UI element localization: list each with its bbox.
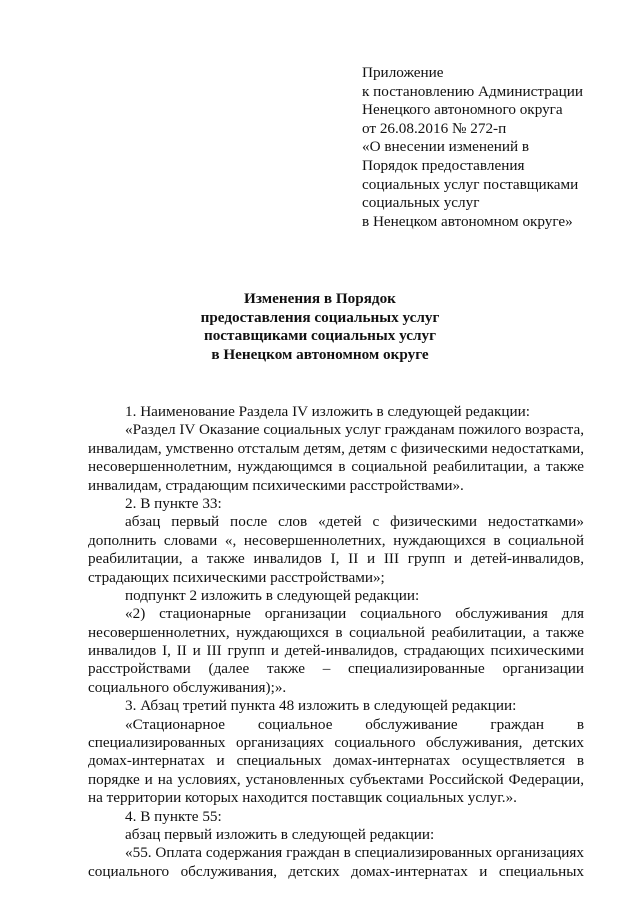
document-body — [88, 403, 584, 881]
title-line: в Ненецком автономном округе — [211, 345, 429, 363]
appendix-line: Приложение — [362, 64, 444, 81]
body-line: несовершеннолетних, нуждающихся в социальной реабилитации, а также — [88, 623, 584, 641]
body-line: инвалидам, умственно отсталым детям, детям с физическими недостатками, — [88, 439, 584, 457]
body-line: страдающих психическими расстройствами»; — [88, 568, 385, 586]
body-line: «55. Оплата содержания граждан в специализированных организациях — [125, 844, 584, 862]
title-line: предоставления социальных услуг — [200, 308, 440, 326]
appendix-line: к постановлению Администрации — [362, 82, 583, 100]
appendix-block — [362, 64, 583, 231]
body-line: 3. Абзац третий пункта 48 изложить в следующей редакции: — [125, 697, 517, 715]
title-line: поставщиками социальных услуг — [203, 327, 437, 345]
body-line: расстройствами (далее также – специализированные организации — [88, 660, 584, 678]
body-line: 1. Наименование Раздела IV изложить в следующей редакции: — [125, 403, 530, 420]
body-line: 2. В пункте 33: — [125, 494, 222, 512]
body-line: несовершеннолетним, нуждающимся в социальной реабилитации, а также — [88, 458, 584, 476]
body-line: дополнить словами «, несовершеннолетних, нуждающихся в социальной — [88, 531, 584, 549]
document-title — [0, 290, 640, 364]
appendix-line: в Ненецком автономном округе» — [362, 212, 573, 230]
body-line: абзац первый после слов «детей с физическими недостатками» — [125, 513, 584, 531]
body-line: порядке и на условиях, установленных субъектами Российской Федерации, — [88, 770, 584, 788]
body-line: домах-интернатах и специальных домах-интернатах осуществляется в — [88, 752, 584, 770]
body-line: абзац первый изложить в следующей редакции: — [125, 825, 435, 843]
appendix-line: от 26.08.2016 № 272-п — [362, 119, 507, 137]
appendix-line: Порядок предоставления — [362, 156, 525, 174]
body-line: 4. В пункте 55: — [125, 807, 222, 825]
body-line: специализированных организациях социального обслуживания, детских — [88, 734, 584, 752]
body-line: реабилитации, а также инвалидов I, II и III групп и детей-инвалидов, — [88, 550, 584, 568]
body-line: «2) стационарные организации социального обслуживания для — [125, 605, 584, 623]
body-line: на территории которых находится поставщик социальных услуг.». — [88, 789, 517, 807]
appendix-line: Ненецкого автономного округа — [362, 101, 563, 119]
appendix-line: социальных услуг — [362, 194, 480, 212]
body-line: инвалидам, страдающим психическими расстройствами». — [88, 476, 464, 494]
body-line: социального обслуживания);». — [88, 678, 287, 696]
title-line: Изменения в Порядок — [244, 290, 396, 307]
body-line: «Раздел IV Оказание социальных услуг гражданам пожилого возраста, — [125, 421, 584, 439]
body-line: инвалидов I, II и III групп и детей-инвалидов, страдающих психическими — [88, 642, 584, 660]
appendix-line: социальных услуг поставщиками — [362, 175, 579, 193]
body-line: социального обслуживания, детских домах-интернатах и специальных — [88, 862, 584, 880]
body-line: подпункт 2 изложить в следующей редакции: — [125, 586, 420, 604]
appendix-line: «О внесении изменений в — [362, 138, 530, 156]
body-line: «Стационарное социальное обслуживание граждан в — [125, 715, 584, 733]
